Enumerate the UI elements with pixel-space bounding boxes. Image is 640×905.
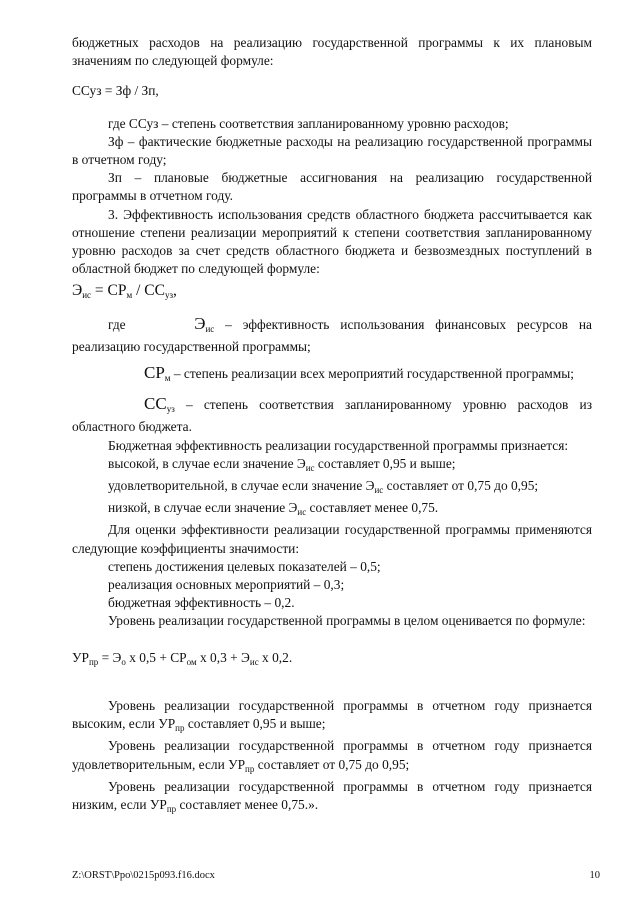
definition-eis: где $Э_{ис}$ – эффективность использования финансовых ресурсов на реализацию государственной программы; <box>72 313 592 354</box>
result-high: Уровень реализации государственной программы в отчетном году признается высоким, если $УР_{пр}$ составляет 0,95 и выше; <box>72 697 592 734</box>
paragraph-coefficients: Для оценки эффективности реализации государственной программы применяются следующие коэффициенты значимости: <box>72 522 592 556</box>
definition-ssuz: где ССуз – степень соответствия запланированному уровню расходов; <box>108 115 509 131</box>
definition-srm: $СР_м$ – степень реализации всех мероприятий государственной программы; <box>144 363 574 384</box>
formula-urpr: $УР_{пр} = Э_о$ х $0,5 + СР_{ом}$ х $0,3 + Э_{ис}$ х 0,2. <box>72 649 293 667</box>
page-footer <box>72 870 600 881</box>
result-medium: Уровень реализации государственной программы в отчетном году признается удовлетворительным, если $УР_{пр}$ составляет от 0,75 до 0,95; <box>72 738 592 774</box>
coefficient-targets: степень достижения целевых показателей – 0,5; <box>108 558 381 574</box>
paragraph-budget-efficiency: Бюджетная эффективность реализации государственной программы признается: <box>108 437 569 453</box>
level-low: низкой, в случае если значение $Э_{ис}$ составляет менее 0,75. <box>108 500 439 518</box>
paragraph-intro: бюджетных расходов на реализацию государственной программы к их плановым значениям по следующей формуле: <box>72 35 592 69</box>
level-medium: удовлетворительной, в случае если значение $Э_{ис}$ составляет от 0,75 до 0,95; <box>108 478 539 496</box>
coefficient-budget: бюджетная эффективность – 0,2. <box>108 595 295 611</box>
file-path: Z:\ORST\Ppo\0215p093.f16.docx <box>72 870 215 881</box>
formula-ssuz: ССуз = Зф / Зп, <box>72 83 159 99</box>
coefficient-measures: реализация основных мероприятий – 0,3; <box>108 577 345 593</box>
paragraph-overall-level: Уровень реализации государственной программы в целом оценивается по формуле: <box>108 613 586 629</box>
definition-zp: Зп – плановые бюджетные ассигнования на реализацию государственной программы в отчетном году. <box>72 170 592 204</box>
page-number: 10 <box>589 870 600 881</box>
paragraph-efficiency: 3. Эффективность использования средств областного бюджета рассчитывается как отношение степени реализации мероприятий к степени соответствия запланированному уровню расходов за счет средств областного бюджета и безвозмездных поступлений в областной бюджет по следующей формуле: <box>72 206 592 277</box>
level-high: высокой, в случае если значение $Э_{ис}$ составляет 0,95 и выше; <box>108 455 456 473</box>
definition-ssuz-2: $СС_{уз}$ – степень соответствия запланированному уровню расходов из областного бюджета. <box>72 394 592 435</box>
formula-eis: $Э_{ис} = СР_м / СС_{уз}$, <box>72 282 177 301</box>
definition-zf: Зф – фактические бюджетные расходы на реализацию государственной программы в отчетном году; <box>72 133 592 168</box>
document-page <box>72 34 592 818</box>
result-low: Уровень реализации государственной программы в отчетном году признается низким, если $УР_{пр}$ составляет менее 0,75.». <box>72 778 592 814</box>
